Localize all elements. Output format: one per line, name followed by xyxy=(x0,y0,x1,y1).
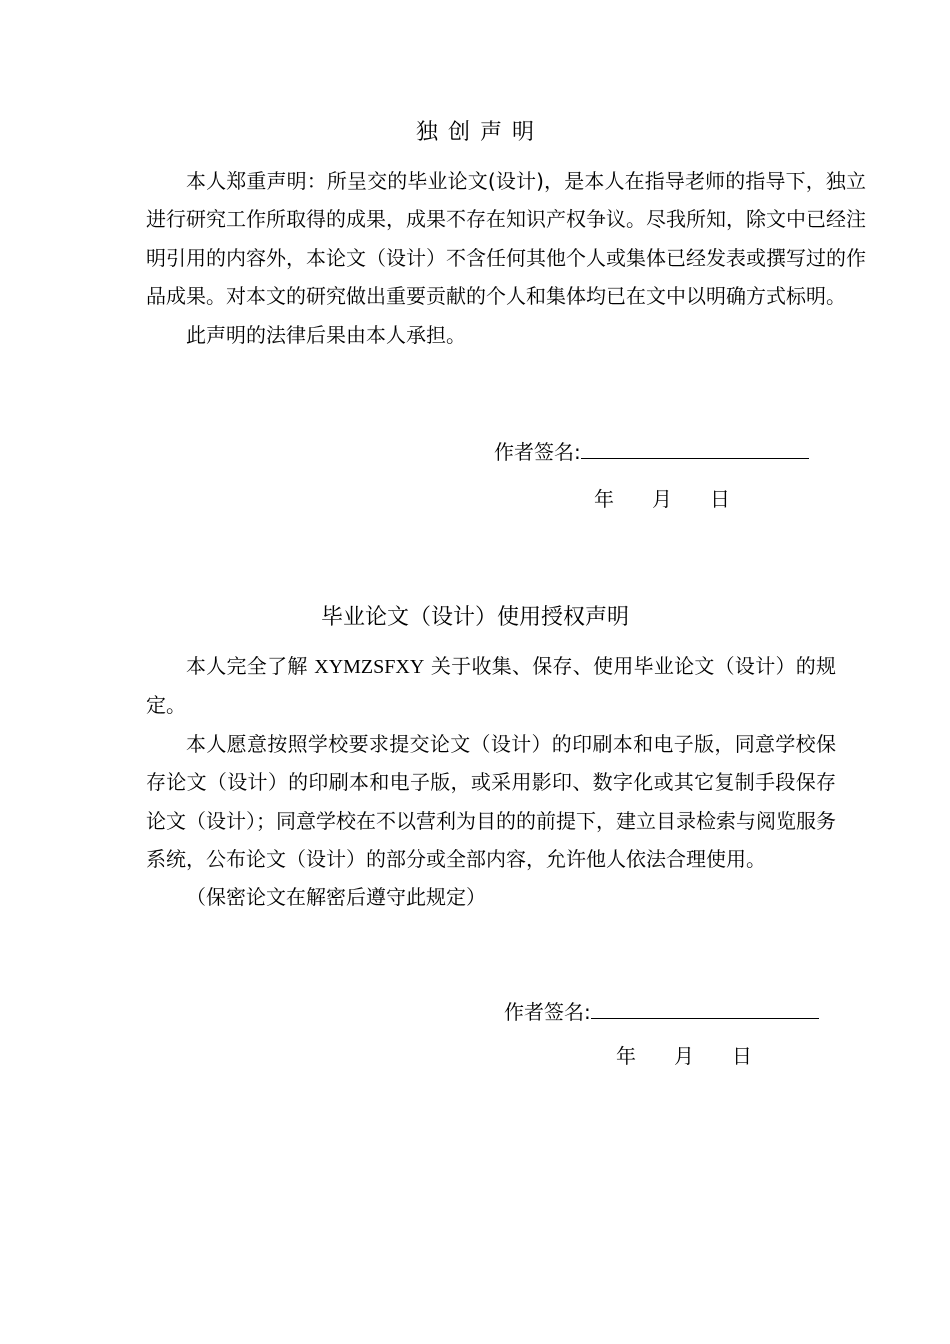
declaration-paragraph-2: 此声明的法律后果由本人承担。 xyxy=(186,322,466,347)
declaration-date xyxy=(594,485,730,513)
authorization-date-day: 日 xyxy=(732,1044,752,1068)
declaration-date-year: 年 xyxy=(594,487,614,511)
authorization-signature-line[interactable] xyxy=(591,996,819,1019)
authorization-date xyxy=(616,1042,752,1070)
declaration-paragraph-1: 本人郑重声明：所呈交的毕业论文(设计)，是本人在指导老师的指导下，独立进行研究工作所取得的成果，成果不存在知识产权争议。尽我所知，除文中已经注明引用的内容外，本论文（设计）不含任何其他个人或集体已经发表或撰写过的作品成果。对本文的研究做出重要贡献的个人和集体均已在文中以明确方式标明。 xyxy=(146,169,866,309)
school-code: XYMZSFXY xyxy=(314,656,425,678)
authorization-paragraph-3: （保密论文在解密后遵守此规定） xyxy=(186,885,486,910)
authorization-signature-label: 作者签名: xyxy=(504,1000,591,1024)
authorization-body xyxy=(146,647,836,917)
declaration-signature xyxy=(494,436,809,466)
authorization-paragraph-2: 本人愿意按照学校要求提交论文（设计）的印刷本和电子版，同意学校保存论文（设计）的印刷本和电子版，或采用影印、数字化或其它复制手段保存论文（设计）；同意学校在不以营利为目的的前提下，建立目录检索与阅览服务系统，公布论文（设计）的部分或全部内容，允许他人依法合理使用。 xyxy=(146,731,836,872)
declaration-signature-label: 作者签名: xyxy=(494,440,581,464)
declaration-date-day: 日 xyxy=(710,487,730,511)
authorization-date-year: 年 xyxy=(616,1044,636,1068)
declaration-body xyxy=(146,162,866,354)
authorization-paragraph-1 xyxy=(146,647,836,725)
declaration-date-month: 月 xyxy=(652,487,672,511)
authorization-paragraph-1-end: 关于收集、保存、使用毕业论文（设计）的规定。 xyxy=(146,654,837,718)
declaration-signature-line[interactable] xyxy=(581,436,809,459)
authorization-paragraph-1-start: 本人完全了解 xyxy=(186,654,315,678)
authorization-signature xyxy=(504,996,819,1026)
authorization-date-month: 月 xyxy=(674,1044,694,1068)
authorization-title: 毕业论文（设计）使用授权声明 xyxy=(320,605,629,630)
declaration-title: 独创声明 xyxy=(415,120,544,145)
